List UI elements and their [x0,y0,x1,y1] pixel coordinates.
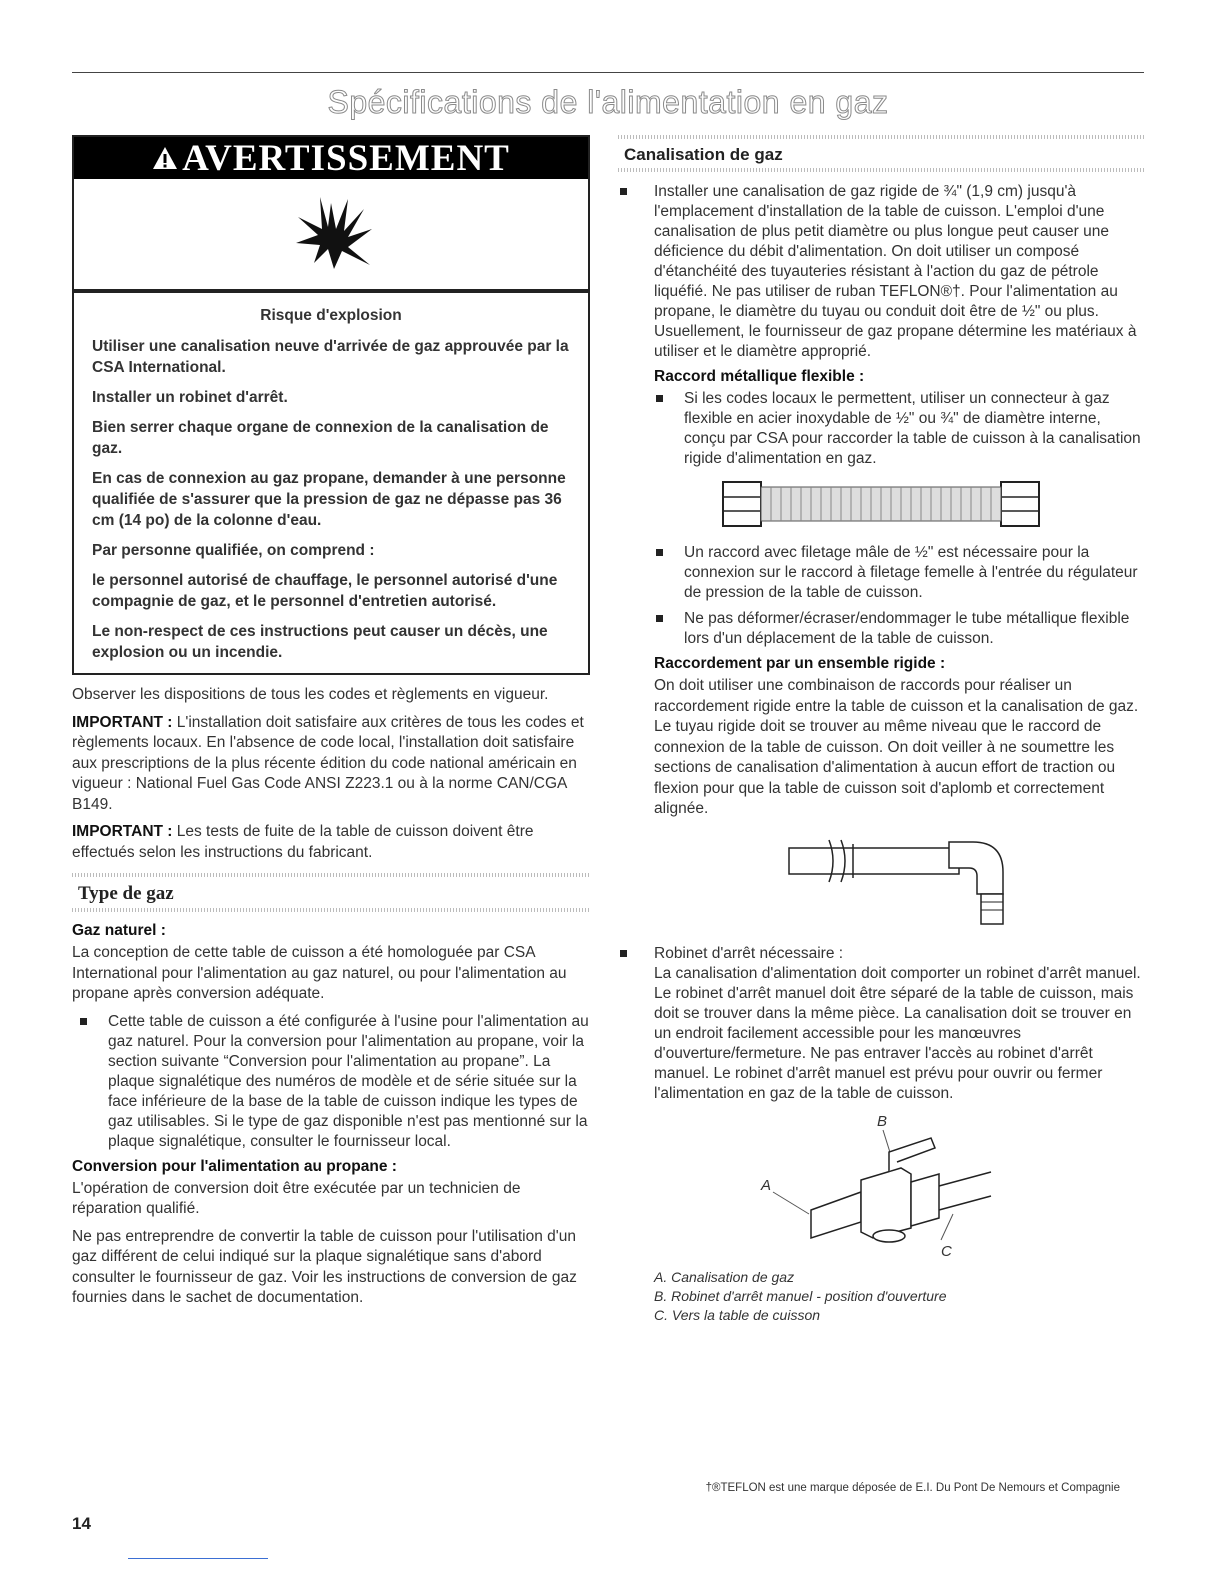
conversion-paragraph-1: L'opération de conversion doit être exécutée par un technicien de réparation qualifié. [72,1179,521,1217]
important-text: L'installation doit satisfaire aux critères de tous les codes et règlements locaux. En l'absence de code local, l'installation doit satisfaire aux prescriptions de la plus récente édition du code national américain en vigueur : National Fuel Gas Code ANSI Z223.1 ou à la norme CAN/CGA B149. [72,713,584,813]
top-rule [72,72,1144,73]
list-item-text: Un raccord avec filetage mâle de ½" est nécessaire pour la connexion sur le raccord à filetage femelle à l'entrée du régulateur de pression de la table de cuisson. [684,544,1138,601]
warning-line: Utiliser une canalisation neuve d'arrivée de gaz approuvée par la CSA International. [92,338,569,376]
valve-label-a: A [761,1176,772,1194]
section-heading-text: Canalisation de gaz [624,145,783,164]
important-text: Les tests de fuite de la table de cuisson doivent être effectués selon les instructions du fabricant. [72,823,534,861]
warning-triangle-icon [152,145,178,171]
section-heading-text: Type de gaz [78,883,174,904]
caption-c: C. Vers la table de cuisson [654,1306,821,1323]
propane-conversion-heading: Conversion pour l'alimentation au propane : [72,1157,397,1175]
warning-header-text: AVERTISSEMENT [182,137,510,179]
important-label: IMPORTANT : [72,823,173,840]
warning-header [74,137,588,179]
valve-label-b: B [877,1112,888,1130]
warning-body [74,293,588,673]
flex-connector-figure [618,479,1144,529]
hatch-divider [72,908,590,912]
warning-risk: Risque d'explosion [260,307,402,324]
codes-paragraph: Observer les dispositions de tous les codes et règlements en vigueur. [72,686,549,703]
gas-line-list [618,182,1144,362]
list-item [78,1012,590,1152]
warning-line: Installer un robinet d'arrêt. [92,389,288,406]
warning-line: Par personne qualifiée, on comprend : [92,542,375,559]
hatch-divider [618,135,1144,139]
rigid-pipe-figure [654,830,1144,930]
list-item-title: Robinet d'arrêt nécessaire : [654,944,844,962]
list-item [618,182,1144,362]
right-column [618,135,1144,1325]
shutoff-valve-illustration [741,1110,1021,1260]
shutoff-valve-list [618,944,1144,1104]
section-heading-gas-type [72,873,590,912]
list-item [654,609,1144,649]
natural-gas-heading: Gaz naturel : [72,922,166,939]
valve-label-c: C [941,1242,952,1260]
bullet-icon [656,549,663,556]
hatch-divider [618,168,1144,172]
warning-line: En cas de connexion au gaz propane, demander à une personne qualifiée de s'assurer que la pression de gaz ne dépasse pas 36 cm (14 po) de la colonne d'eau. [92,470,566,529]
list-item [618,944,1144,1104]
important-label: IMPORTANT : [72,713,173,731]
bullet-icon [656,395,663,402]
flex-connector-list [654,389,1144,469]
page-title: Spécifications de l'alimentation en gaz [327,84,889,120]
conversion-paragraph-2: Ne pas entreprendre de convertir la table de cuisson pour l'utilisation d'un gaz différent de celui indiqué sur la plaque signalétique sans d'abord consulter le fournisseur de gaz. Voir les instructions de conversion de gaz fournies dans le sachet de documentation. [72,1227,577,1306]
valve-figure [618,1110,1144,1260]
warning-box [72,135,590,675]
list-item-text: La canalisation d'alimentation doit comporter un robinet d'arrêt manuel. Le robinet d'arrêt manuel doit être séparé de la table de cuisson, mais doit se trouver dans la même pièce. La canalisation doit se trouver en un endroit facilement accessible pour les manœuvres d'ouverture/fermeture. Ne pas entraver l'accès au robinet d'arrêt manuel. Le robinet d'arrêt manuel est prévu pour ouvrir ou fermer l'alimentation en gaz de la table de cuisson. [654,964,1141,1102]
warning-line: le personnel autorisé de chauffage, le personnel autorisé d'une compagnie de gaz, et le personnel d'entretien autorisé. [92,572,558,610]
explosion-icon [286,193,376,275]
rigid-pipe-illustration [759,830,1039,930]
list-item [654,389,1144,469]
bullet-icon [656,615,663,622]
caption-b: B. Robinet d'arrêt manuel - position d'ouverture [654,1287,947,1304]
list-item-text: Cette table de cuisson a été configurée à l'usine pour l'alimentation au gaz naturel. Pour la conversion pour l'alimentation au propane, voir la section suivante “Conversion pour l'alimentation au propane”. La plaque signalétique des numéros de modèle et de série située sur la face inférieure de la base de la table de cuisson indique les types de gaz utilisables. Si le type de gaz disponible n'est pas mentionné sur la plaque signalétique, consulter le fournisseur local. [108,1012,589,1150]
natural-gas-list [72,1012,590,1152]
important-paragraph-2 [72,822,590,863]
warning-line: Le non-respect de ces instructions peut causer un décès, une explosion ou un incendie. [92,623,548,661]
fitting-list [654,543,1144,649]
bullet-icon [80,1018,87,1025]
page-number: 14 [72,1514,91,1533]
footnote: †®TEFLON est une marque déposée de E.I. Du Pont De Nemours et Compagnie [705,1482,1120,1494]
list-item-text: Ne pas déformer/écraser/endommager le tube métallique flexible lors d'un déplacement de la table de cuisson. [684,610,1130,647]
important-paragraph-1 [72,713,590,816]
flexible-hose-illustration [721,479,1041,529]
bullet-icon [620,188,627,195]
warning-icon-area [74,179,588,293]
caption-a: A. Canalisation de gaz [654,1268,795,1285]
section-heading-gas-line [618,135,1144,172]
rigid-connection-paragraph: On doit utiliser une combinaison de raccords pour réaliser un raccordement rigide entre la table de cuisson et la canalisation de gaz. Le tuyau rigide doit se trouver au même niveau que le raccord de connexion de la table de cuisson. On doit veiller à ne soumettre les sections de canalisation d'alimentation à aucun effort de traction ou flexion pour que la table de cuisson soit d'aplomb et correctement alignée. [654,677,1139,817]
hatch-divider [72,873,590,877]
warning-line: Bien serrer chaque organe de connexion de la canalisation de gaz. [92,419,549,457]
bottom-rule [128,1558,268,1559]
natural-gas-paragraph: La conception de cette table de cuisson a été homologuée par CSA International pour l'alimentation au gaz naturel, ou pour l'alimentation au propane après conversion adéquate. [72,944,567,1002]
list-item [654,543,1144,603]
flex-connector-heading: Raccord métallique flexible : [654,368,865,385]
list-item-text: Si les codes locaux le permettent, utiliser un connecteur à gaz flexible en acier inoxydable de ½" ou ¾" de diamètre interne, conçu par CSA pour raccorder la table de cuisson à la canalisation rigide d'alimentation en gaz. [684,390,1141,467]
rigid-connection-heading: Raccordement par un ensemble rigide : [654,655,946,672]
left-column [72,135,590,1316]
bullet-icon [620,950,627,957]
list-item-text: Installer une canalisation de gaz rigide de ¾" (1,9 cm) jusqu'à l'emplacement d'installation de la table de cuisson. L'emploi d'une canalisation de plus petit diamètre ou plus longue peut causer une déficience du débit d'alimentation. On doit utiliser un composé d'étanchéité des tuyauteries résistant à l'action du gaz de pétrole liquéfié. Ne pas utiliser de ruban TEFLON®†. Pour l'alimentation au propane, le diamètre du tuyau ou conduit doit être de ½" ou plus. Usuellement, le fournisseur de gaz propane détermine les matériaux à utiliser et le diamètre approprié. [654,183,1137,360]
